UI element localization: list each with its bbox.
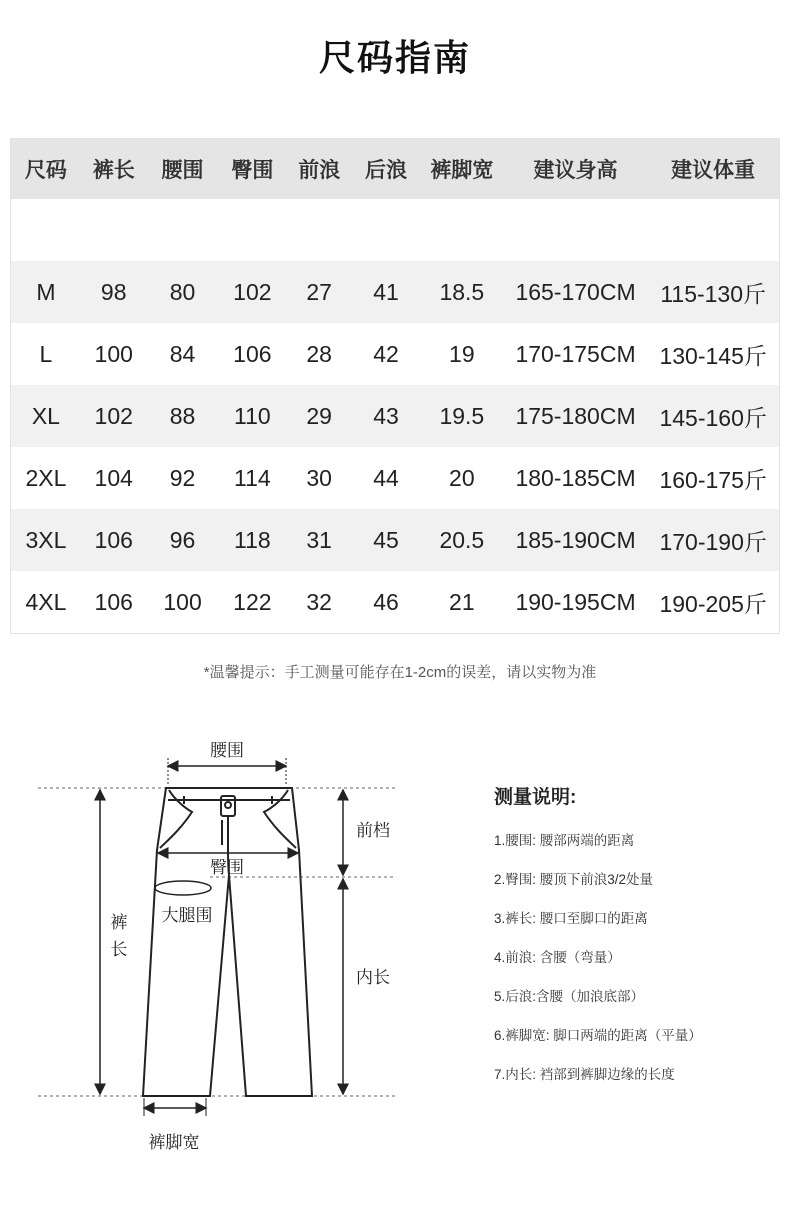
blank-row bbox=[11, 199, 779, 261]
table-cell: 185-190CM bbox=[515, 526, 636, 553]
table-cell: XL bbox=[31, 402, 60, 429]
header-cell: 前浪 bbox=[298, 159, 341, 182]
size-table-header bbox=[11, 139, 779, 199]
table-row bbox=[11, 509, 779, 571]
instruction-item: 6.裤脚宽: 脚口两端的距离（平量） bbox=[494, 1028, 702, 1043]
instruction-item: 2.臀围: 腰顶下前浪3/2处量 bbox=[494, 872, 654, 887]
header-cell: 后浪 bbox=[365, 159, 408, 182]
table-cell: 145-160斤 bbox=[659, 404, 767, 431]
table-cell: 19.5 bbox=[439, 402, 485, 429]
table-cell: 43 bbox=[373, 402, 399, 429]
page-title: 尺码指南 bbox=[318, 37, 471, 78]
instruction-item: 4.前浪: 含腰（弯量） bbox=[494, 950, 621, 965]
hem-label: 裤脚宽 bbox=[148, 1133, 200, 1152]
table-cell: 102 bbox=[233, 278, 272, 305]
table-cell: 92 bbox=[169, 464, 196, 491]
header-cell: 裤长 bbox=[92, 159, 135, 182]
thigh-label: 大腿围 bbox=[161, 906, 213, 925]
header-cell: 裤脚宽 bbox=[430, 159, 494, 182]
instruction-item: 7.内长: 裆部到裤脚边缘的长度 bbox=[494, 1067, 675, 1082]
instructions-title: 测量说明: bbox=[494, 787, 577, 808]
pants-diagram bbox=[0, 720, 420, 1180]
table-cell: 44 bbox=[373, 464, 399, 491]
table-cell: 190-195CM bbox=[515, 588, 636, 615]
pants-outline bbox=[143, 788, 312, 1096]
table-cell: 84 bbox=[169, 340, 196, 367]
table-cell: 175-180CM bbox=[515, 402, 636, 429]
table-cell: 29 bbox=[306, 402, 332, 429]
table-cell: 160-175斤 bbox=[659, 466, 767, 493]
table-cell: 28 bbox=[306, 340, 332, 367]
table-cell: 170-190斤 bbox=[659, 528, 767, 555]
table-row bbox=[11, 323, 779, 385]
table-cell: 46 bbox=[373, 588, 399, 615]
instruction-item: 3.裤长: 腰口至脚口的距离 bbox=[494, 911, 648, 926]
table-cell: 100 bbox=[163, 588, 202, 615]
table-cell: 20 bbox=[449, 464, 475, 491]
instruction-item: 1.腰围: 腰部两端的距离 bbox=[494, 833, 635, 848]
table-cell: 104 bbox=[94, 464, 133, 491]
guide-lines bbox=[38, 788, 395, 1096]
table-cell: 170-175CM bbox=[515, 340, 636, 367]
table-cell: 31 bbox=[306, 526, 332, 553]
table-cell: 19 bbox=[449, 340, 475, 367]
waist-label: 腰围 bbox=[210, 741, 244, 760]
table-cell: 115-130斤 bbox=[660, 280, 767, 307]
measurement-note: *温馨提示：手工测量可能存在1-2cm的误差，请以实物为准 bbox=[203, 664, 597, 681]
front-rise-label: 前档 bbox=[356, 821, 390, 840]
table-cell: 41 bbox=[373, 278, 399, 305]
table-row bbox=[11, 261, 779, 323]
table-cell: 42 bbox=[373, 340, 399, 367]
table-cell: 98 bbox=[100, 278, 127, 305]
table-cell: 190-205斤 bbox=[659, 590, 767, 617]
thigh-loop bbox=[155, 881, 211, 895]
table-cell: 106 bbox=[233, 340, 272, 367]
table-row bbox=[11, 385, 779, 447]
length-label-1: 裤 bbox=[110, 913, 128, 932]
table-row bbox=[11, 447, 779, 509]
table-cell: 96 bbox=[169, 526, 196, 553]
table-cell: 30 bbox=[306, 464, 332, 491]
table-cell: 32 bbox=[306, 588, 332, 615]
header-cell: 尺码 bbox=[24, 159, 67, 182]
header-cell: 腰围 bbox=[161, 159, 204, 182]
table-cell: 88 bbox=[169, 402, 196, 429]
header-cell: 建议身高 bbox=[533, 159, 618, 182]
hip-label: 臀围 bbox=[210, 858, 244, 877]
table-cell: L bbox=[39, 340, 53, 367]
table-cell: 80 bbox=[169, 278, 196, 305]
size-table bbox=[10, 138, 780, 634]
table-cell: 130-145斤 bbox=[659, 342, 767, 369]
table-cell: M bbox=[36, 278, 56, 305]
table-cell: 21 bbox=[449, 588, 475, 615]
table-cell: 122 bbox=[233, 588, 272, 615]
table-cell: 45 bbox=[373, 526, 399, 553]
table-cell: 20.5 bbox=[439, 526, 485, 553]
table-cell: 180-185CM bbox=[515, 464, 636, 491]
table-cell: 114 bbox=[234, 464, 271, 491]
table-cell: 4XL bbox=[25, 588, 67, 615]
header-cell: 臀围 bbox=[231, 159, 274, 182]
header-cell: 建议体重 bbox=[671, 159, 756, 182]
instruction-item: 5.后浪:含腰（加浪底部） bbox=[494, 989, 645, 1004]
table-cell: 165-170CM bbox=[515, 278, 636, 305]
length-label-2: 长 bbox=[110, 940, 128, 959]
table-cell: 18.5 bbox=[439, 278, 485, 305]
table-cell: 110 bbox=[234, 402, 271, 429]
inseam-label: 内长 bbox=[356, 968, 390, 987]
table-cell: 118 bbox=[234, 526, 271, 553]
table-cell: 27 bbox=[306, 278, 332, 305]
table-cell: 100 bbox=[94, 340, 133, 367]
table-cell: 3XL bbox=[25, 526, 67, 553]
table-cell: 106 bbox=[94, 526, 133, 553]
table-row bbox=[11, 571, 779, 633]
table-cell: 2XL bbox=[25, 464, 67, 491]
table-cell: 102 bbox=[94, 402, 133, 429]
table-cell: 106 bbox=[94, 588, 133, 615]
